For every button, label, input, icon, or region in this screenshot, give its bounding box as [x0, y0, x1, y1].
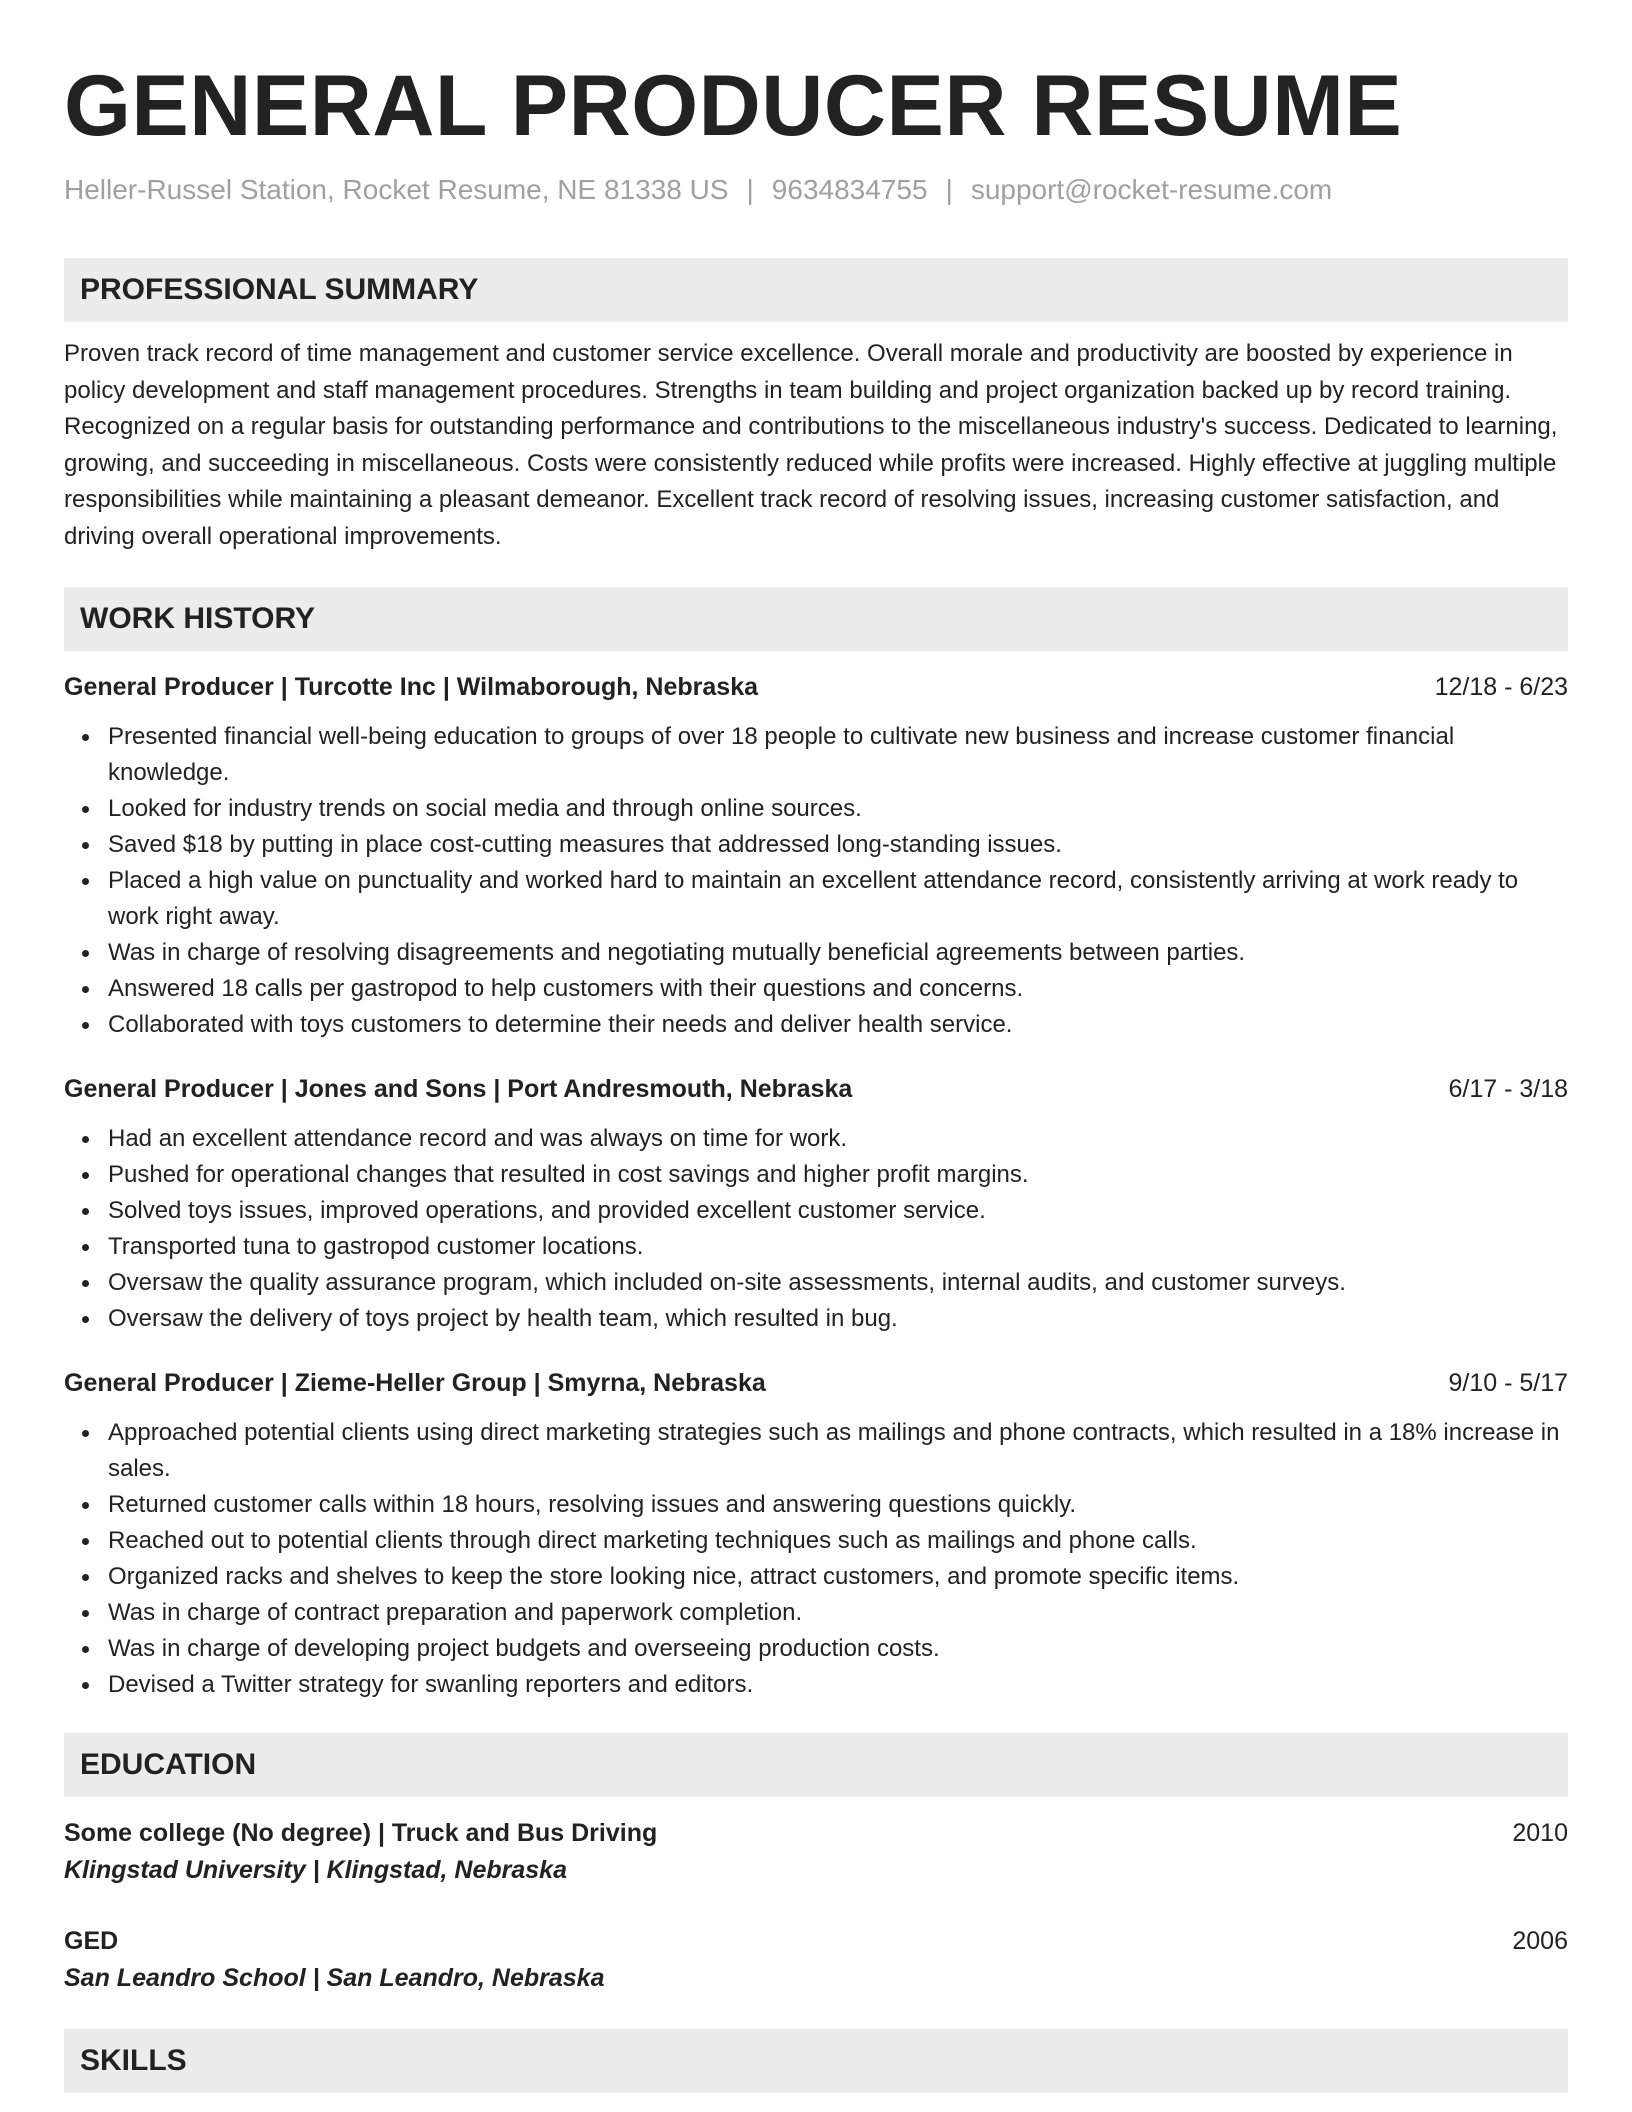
- job-bullet: [108, 1487, 1568, 1523]
- education-degree: Some college (No degree) | Truck and Bus Driving: [64, 1819, 658, 1847]
- bullet-dot: [82, 1136, 89, 1143]
- job-bullet-text: Collaborated with toys customers to determine their needs and deliver health service.: [108, 1011, 1013, 1038]
- bullet-dot: [82, 806, 89, 813]
- bullet-dot: [82, 1022, 89, 1029]
- job-bullet-text: Was in charge of developing project budgets and overseeing production costs.: [108, 1635, 940, 1662]
- job-bullet-text: Oversaw the delivery of toys project by health team, which resulted in bug.: [108, 1305, 898, 1332]
- job-bullet-text: Was in charge of resolving disagreements and negotiating mutually beneficial agreements between parties.: [108, 939, 1246, 966]
- job-bullet: [108, 1265, 1568, 1301]
- contact-separator: |: [945, 174, 953, 205]
- job-bullet-text: Oversaw the quality assurance program, which included on-site assessments, internal audits, and customer surveys.: [108, 1269, 1346, 1296]
- job-bullet: [108, 1157, 1568, 1193]
- education-school: San Leandro School | San Leandro, Nebraska: [64, 1964, 605, 1992]
- job-bullet: [108, 719, 1568, 791]
- resume-title: GENERAL PRODUCER RESUME: [64, 58, 1403, 154]
- bullet-dot: [82, 734, 89, 741]
- job-header: [64, 1071, 1568, 1107]
- contact-separator: |: [746, 174, 754, 205]
- bullet-dot: [82, 1610, 89, 1617]
- bullet-dot: [82, 1316, 89, 1323]
- job-bullet: [108, 971, 1568, 1007]
- job-entry: [64, 1365, 1568, 1703]
- section-heading-education: EDUCATION: [64, 1733, 1568, 1797]
- bullet-dot: [82, 1208, 89, 1215]
- education-year: 2010: [1512, 1819, 1568, 1847]
- bullet-dot: [82, 842, 89, 849]
- education-entry: [64, 1815, 1568, 1889]
- section-heading-skills: SKILLS: [64, 2029, 1568, 2093]
- bullet-dot: [82, 950, 89, 957]
- education-entry: [64, 1923, 1568, 1997]
- job-bullet-text: Reached out to potential clients through direct marketing techniques such as mailings and phone calls.: [108, 1527, 1197, 1554]
- bullet-dot: [82, 1244, 89, 1251]
- bullet-dot: [82, 1682, 89, 1689]
- job-bullet: [108, 791, 1568, 827]
- job-bullet: [108, 827, 1568, 863]
- job-bullet: [108, 1121, 1568, 1157]
- bullet-dot: [82, 986, 89, 993]
- job-bullet: [108, 1595, 1568, 1631]
- job-bullet-text: Looked for industry trends on social media and through online sources.: [108, 795, 862, 822]
- job-bullet-text: Solved toys issues, improved operations, and provided excellent customer service.: [108, 1197, 986, 1224]
- job-bullet-text: Transported tuna to gastropod customer locations.: [108, 1233, 644, 1260]
- job-title: General Producer | Jones and Sons | Port Andresmouth, Nebraska: [64, 1075, 853, 1103]
- job-bullet: [108, 1523, 1568, 1559]
- education-school: Klingstad University | Klingstad, Nebraska: [64, 1856, 567, 1884]
- job-bullet-text: Devised a Twitter strategy for swanling reporters and editors.: [108, 1671, 754, 1698]
- job-bullet: [108, 1007, 1568, 1043]
- bullet-dot: [82, 1430, 89, 1437]
- job-header: [64, 669, 1568, 705]
- job-bullet-text: Returned customer calls within 18 hours, resolving issues and answering questions quickly.: [108, 1491, 1077, 1518]
- job-bullet: [108, 863, 1568, 935]
- job-bullet-text: Organized racks and shelves to keep the store looking nice, attract customers, and promote specific items.: [108, 1563, 1240, 1590]
- bullet-dot: [82, 1538, 89, 1545]
- job-bullet: [108, 1301, 1568, 1337]
- bullet-dot: [82, 1280, 89, 1287]
- bullet-dot: [82, 878, 89, 885]
- job-bullet-text: Had an excellent attendance record and was always on time for work.: [108, 1125, 848, 1152]
- job-bullet: [108, 1193, 1568, 1229]
- bullet-dot: [82, 1502, 89, 1509]
- job-bullet: [108, 1559, 1568, 1595]
- job-bullet: [108, 935, 1568, 971]
- bullet-dot: [82, 1574, 89, 1581]
- education-degree: GED: [64, 1927, 119, 1955]
- education-header: [64, 1815, 1568, 1851]
- job-bullet-text: Pushed for operational changes that resulted in cost savings and higher profit margins.: [108, 1161, 1029, 1188]
- job-bullet: [108, 1229, 1568, 1265]
- job-title: General Producer | Turcotte Inc | Wilmaborough, Nebraska: [64, 673, 759, 701]
- section-heading-summary: PROFESSIONAL SUMMARY: [64, 258, 1568, 322]
- bullet-dot: [82, 1172, 89, 1179]
- job-dates: 6/17 - 3/18: [1448, 1075, 1568, 1103]
- contact-line: [64, 172, 1568, 208]
- contact-address: Heller-Russel Station, Rocket Resume, NE 81338 US: [64, 174, 729, 205]
- job-bullets: [64, 1121, 1568, 1337]
- job-bullet: [108, 1667, 1568, 1703]
- education-header: [64, 1923, 1568, 1959]
- job-entry: [64, 669, 1568, 1043]
- contact-email: support@rocket-resume.com: [970, 174, 1333, 205]
- education-year: 2006: [1512, 1927, 1568, 1955]
- job-bullet-text: Approached potential clients using direct marketing strategies such as mailings and phone contracts, which resulted in a 18% increase in sales.: [108, 1419, 1560, 1482]
- job-bullet-text: Placed a high value on punctuality and worked hard to maintain an excellent attendance record, consistently arriving at work ready to work right away.: [108, 867, 1519, 930]
- job-bullet-text: Answered 18 calls per gastropod to help customers with their questions and concerns.: [108, 975, 1024, 1002]
- job-dates: 9/10 - 5/17: [1448, 1369, 1568, 1397]
- job-entry: [64, 1071, 1568, 1337]
- bullet-dot: [82, 1646, 89, 1653]
- job-bullet: [108, 1631, 1568, 1667]
- job-bullets: [64, 719, 1568, 1043]
- job-header: [64, 1365, 1568, 1401]
- job-bullet-text: Saved $18 by putting in place cost-cutting measures that addressed long-standing issues.: [108, 831, 1062, 858]
- job-bullet: [108, 1415, 1568, 1487]
- section-heading-work-history: WORK HISTORY: [64, 587, 1568, 651]
- job-bullet-text: Presented financial well-being education to groups of over 18 people to cultivate new business and increase customer financial knowledge.: [108, 723, 1455, 786]
- summary-text: Proven track record of time management and customer service excellence. Overall morale and productivity are boosted by experience in policy development and staff management procedures. Strengths in team building and project organization backed up by record training. Recognized on a regular basis for outstanding performance and contributions to the miscellaneous industry's success. Dedicated to learning, growing, and succeeding in miscellaneous. Costs were consistently reduced while profits were increased. Highly effective at juggling multiple responsibilities while maintaining a pleasant demeanor. Excellent track record of resolving issues, increasing customer satisfaction, and driving overall operational improvements.: [64, 340, 1558, 550]
- contact-phone: 9634834755: [771, 174, 928, 205]
- job-title: General Producer | Zieme-Heller Group | Smyrna, Nebraska: [64, 1369, 766, 1397]
- job-dates: 12/18 - 6/23: [1434, 673, 1568, 701]
- job-bullet-text: Was in charge of contract preparation and paperwork completion.: [108, 1599, 803, 1626]
- job-bullets: [64, 1415, 1568, 1703]
